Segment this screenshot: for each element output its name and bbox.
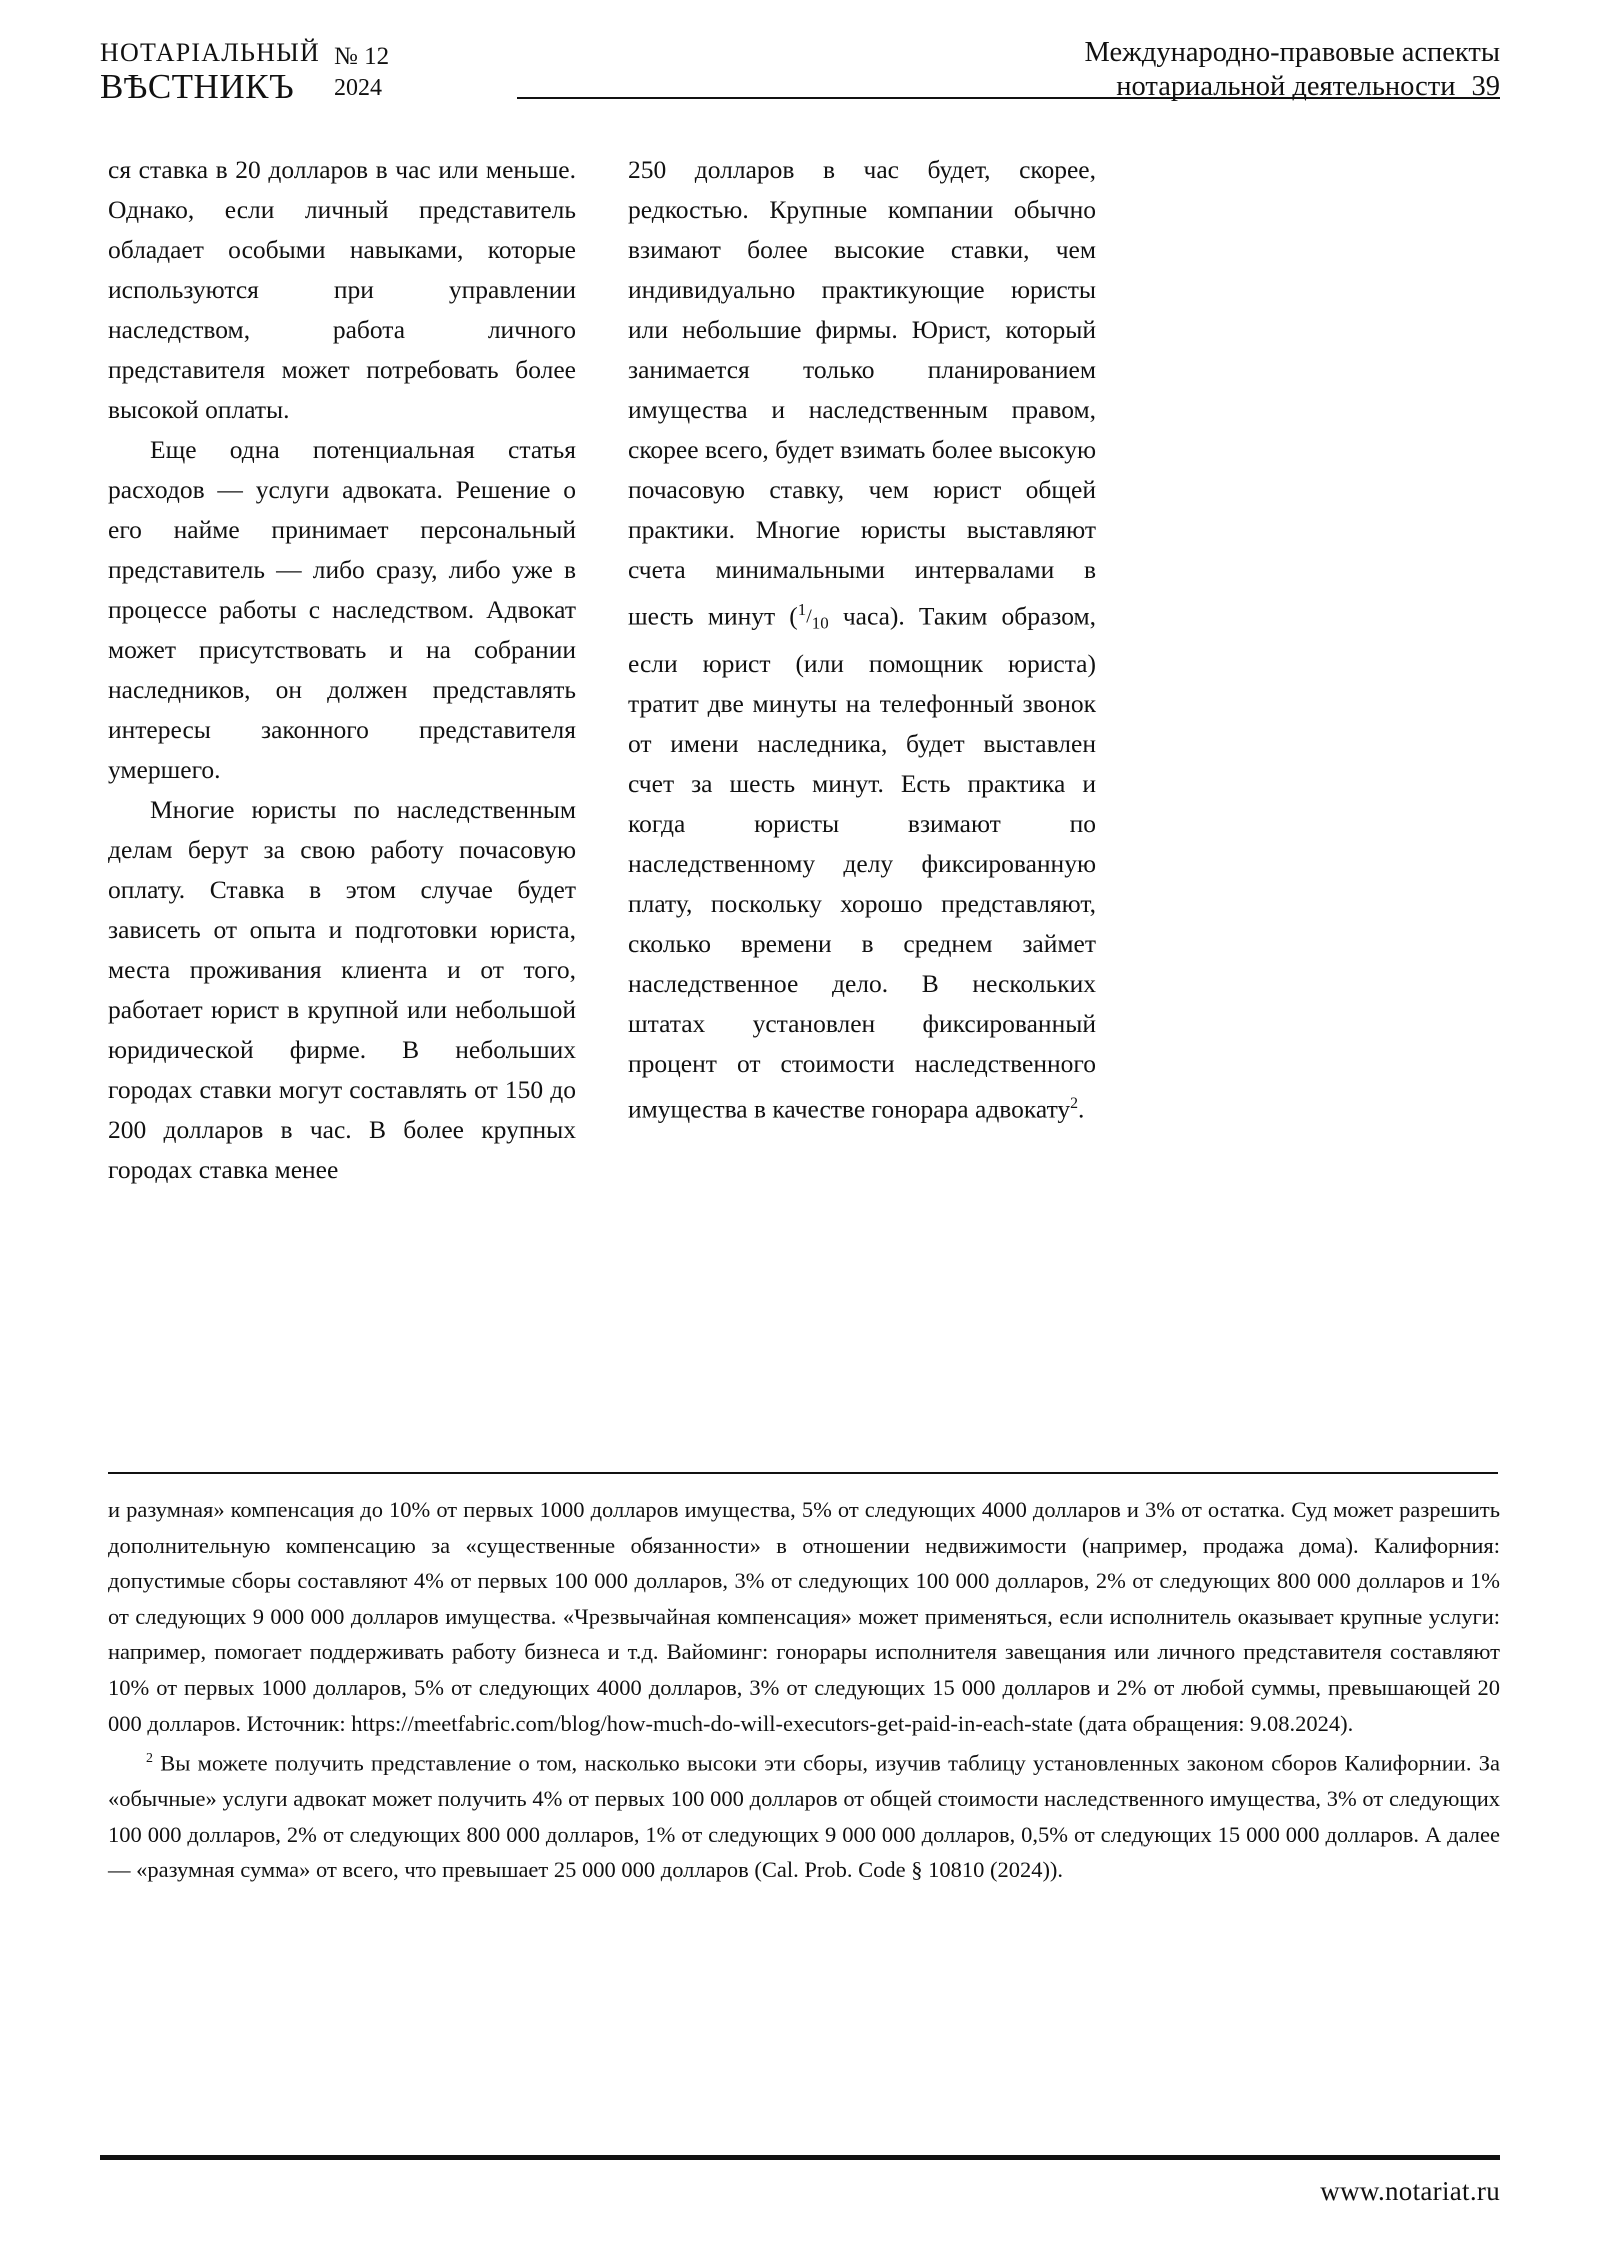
right-column xyxy=(628,150,1096,1190)
page-header xyxy=(100,34,1500,112)
running-title xyxy=(389,34,1500,103)
article-body xyxy=(108,150,1498,1190)
footnote-block xyxy=(108,1492,1500,1888)
page-number: 39 xyxy=(1471,70,1500,102)
fraction-numerator: 1 xyxy=(797,600,807,619)
footnote-marker-2: 2 xyxy=(146,1751,153,1767)
footer-website[interactable]: www.notariat.ru xyxy=(1320,2176,1500,2206)
issue-info xyxy=(334,40,389,101)
footnote-text-2: Вы можете получить представление о том, насколько высоки эти сборы, изучив таблицу установленных законом сборов Калифорнии. За «обычные» услуги адвокат может получить 4% от первых 100 000 долларов от общей стоимости наследственного имущества, 3% от следующих 100 000 долларов, 2% от следующих 800 000 долларов, 1% от следующих 9 000 000 долларов, 0,5% от следующих 15 000 000 долларов. А далее — «разумная сумма» от всего, что превышает 25 000 000 долларов (Cal. Prob. Code § 10810 (2024)). xyxy=(108,1750,1500,1883)
footnote-reference-2[interactable]: 2 xyxy=(1070,1094,1079,1112)
masthead-title-line1: НОТАРIАЛЬНЫЙ xyxy=(100,38,321,67)
paragraph: Еще одна потенциальная статья расходов — услуги адвоката. Решение о его найме принимает персональный представитель — либо сразу, либо уже в процессе работы с наследством. Адвокат может присутствовать и на собрании наследников, он должен представлять интересы законного представителя умершего. xyxy=(108,435,576,784)
paragraph xyxy=(628,150,1096,1129)
left-column xyxy=(108,150,576,1190)
paragraph-text-part2: часа). Таким образом, если юрист (или помощник юриста) тратит две минуты на телефонный звонок от имени наследника, будет выставлен счет за шесть минут. Есть практика и когда юристы взимают по наследственному делу фиксированную плату, поскольку хорошо представляют, сколько времени в среднем займет наследственное дело. В нескольких штатах установлен фиксированный процент от стоимости наследственного имущества в качестве гонорара адвокату xyxy=(628,601,1096,1123)
masthead-title-line2: ВѢСТНИКЪ xyxy=(100,67,295,106)
running-title-line1: Международно-правовые аспекты xyxy=(1084,37,1500,68)
paragraph-text-part3: . xyxy=(1078,1094,1085,1123)
issue-year: 2024 xyxy=(334,75,383,102)
running-title-line2: нотариальной деятельности xyxy=(1116,70,1456,102)
footnote-item-2 xyxy=(108,1741,1500,1888)
footer-divider xyxy=(100,2155,1500,2160)
paragraph-text-part1: 250 долларов в час будет, скорее, редкостью. Крупные компании обычно взимают более высокие ставки, чем индивидуально практикующие юристы или небольшие фирмы. Юрист, который занимается только планированием имущества и наследственным правом, скорее всего, будет взимать более высокую почасовую ставку, чем юрист общей практики. Многие юристы выставляют счета минимальными интервалами в шесть минут ( xyxy=(628,155,1096,631)
footnote-divider xyxy=(108,1472,1498,1474)
masthead-title xyxy=(100,40,320,104)
masthead xyxy=(100,34,389,104)
fraction-denominator: 10 xyxy=(811,613,829,633)
footnote-continued: и разумная» компенсация до 10% от первых 1000 долларов имущества, 5% от следующих 4000 долларов и 3% от остатка. Суд может разрешить дополнительную компенсацию за «существенные обязанности» в отношении недвижимости (например, продажа дома). Калифорния: допустимые сборы составляют 4% от первых 100 000 долларов, 3% от следующих 100 000 долларов, 2% от следующих 800 000 долларов и 1% от следующих 9 000 000 долларов имущества. «Чрезвычайная компенсация» может применяться, если исполнитель оказывает крупные услуги: например, помогает поддерживать работу бизнеса и т.д. Вайоминг: гонорары исполнителя завещания или личного представителя составляют 10% от первых 1000 долларов, 5% от следующих 4000 долларов, 3% от следующих 15 000 долларов и 2% от любой суммы, превышающей 20 000 долларов. Источник: https://meetfabric.com/blog/how-much-do-will-executors-get-paid-in-each-state (дата обращения: 9.08.2024). xyxy=(108,1497,1500,1736)
issue-number: № 12 xyxy=(334,43,390,70)
paragraph: Многие юристы по наследственным делам берут за свою работу почасовую оплату. Ставка в этом случае будет зависеть от опыта и подготовки юриста, места проживания клиента и от того, работает юрист в крупной или небольшой юридической фирме. В небольших городах ставки могут составлять от 150 до 200 долларов в час. В более крупных городах ставка менее xyxy=(108,795,576,1184)
fraction-one-tenth: $^1/_{10}$ xyxy=(797,600,829,633)
paragraph: ся ставка в 20 долларов в час или меньше. Однако, если личный представитель обладает особыми навыками, которые используются при управлении наследством, работа личного представителя может потребовать более высокой оплаты. xyxy=(108,155,576,424)
header-divider xyxy=(517,97,1500,99)
